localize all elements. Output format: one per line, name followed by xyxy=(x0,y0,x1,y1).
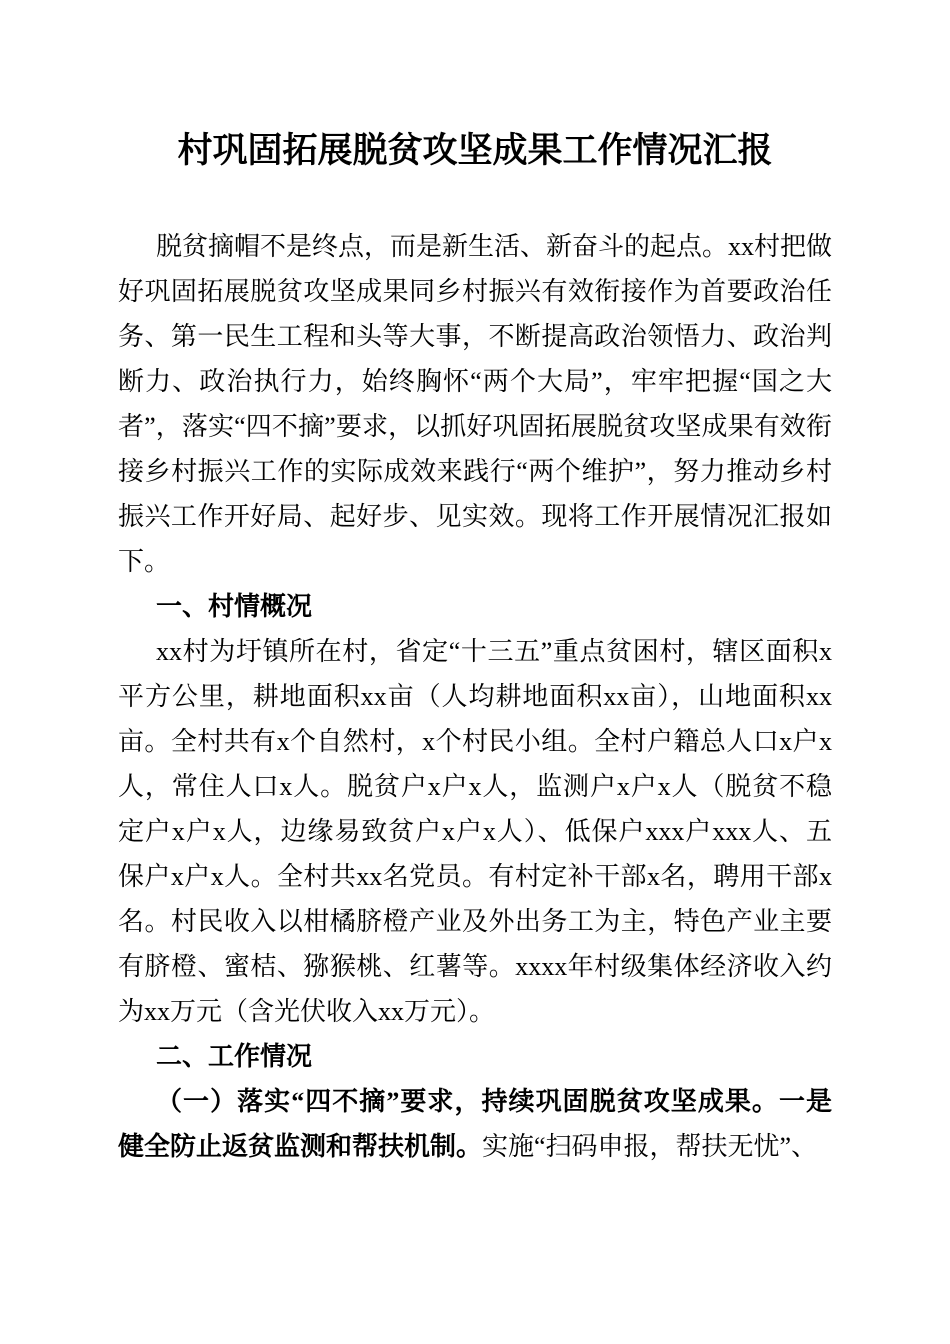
bold-text-segment: 二、工作情况 xyxy=(156,1041,313,1071)
paragraph xyxy=(118,1079,832,1169)
bold-text-segment: 一、村情概况 xyxy=(156,591,313,621)
text-segment: 脱贫摘帽不是终点，而是新生活、新奋斗的起点。xx村把做好巩固拓展脱贫攻坚成果同乡村振兴有效衔接作为首要政治任务、第一民生工程和头等大事，不断提高政治领悟力、政治判断力、政治执行力，始终胸怀“两个大局”，牢牢把握“国之大者”，落实“四不摘”要求，以抓好巩固拓展脱贫攻坚成果有效衔接乡村振兴工作的实际成效来践行“两个维护”，努力推动乡村振兴工作开好局、起好步、见实效。现将工作开展情况汇报如下。 xyxy=(118,232,833,576)
bold-text-segment: （一）落实“四不摘”要求，持续巩固脱贫攻坚成果。 xyxy=(156,1087,779,1116)
paragraph xyxy=(118,224,832,584)
text-segment: 实施“扫码申报，帮扶无忧”、 xyxy=(482,1132,818,1161)
section-heading xyxy=(118,584,832,629)
text-segment: xx村为圩镇所在村，省定“十三五”重点贫困村，辖区面积x平方公里，耕地面积xx亩（人均耕地面积xx亩），山地面积xx亩。全村共有x个自然村，x个村民小组。全村户籍总人口x户x人，常住人口x人。脱贫户x户x人，监测户x户x人（脱贫不稳定户x户x人，边缘易致贫户x户x人）、低保户xxx户xxx人、五保户x户x人。全村共xx名党员。有村定补干部x名，聘用干部x名。村民收入以柑橘脐橙产业及外出务工为主，特色产业主要有脐橙、蜜桔、猕猴桃、红薯等。xxxx年村级集体经济收入约为xx万元（含光伏收入xx万元）。 xyxy=(118,637,832,1026)
section-heading xyxy=(118,1034,832,1079)
paragraph xyxy=(118,629,832,1034)
document-title: 村巩固拓展脱贫攻坚成果工作情况汇报 xyxy=(177,131,773,170)
bold-text-segment: 一是健全防止返贫监测和帮扶机制。 xyxy=(118,1087,832,1161)
document-body xyxy=(118,224,832,1169)
